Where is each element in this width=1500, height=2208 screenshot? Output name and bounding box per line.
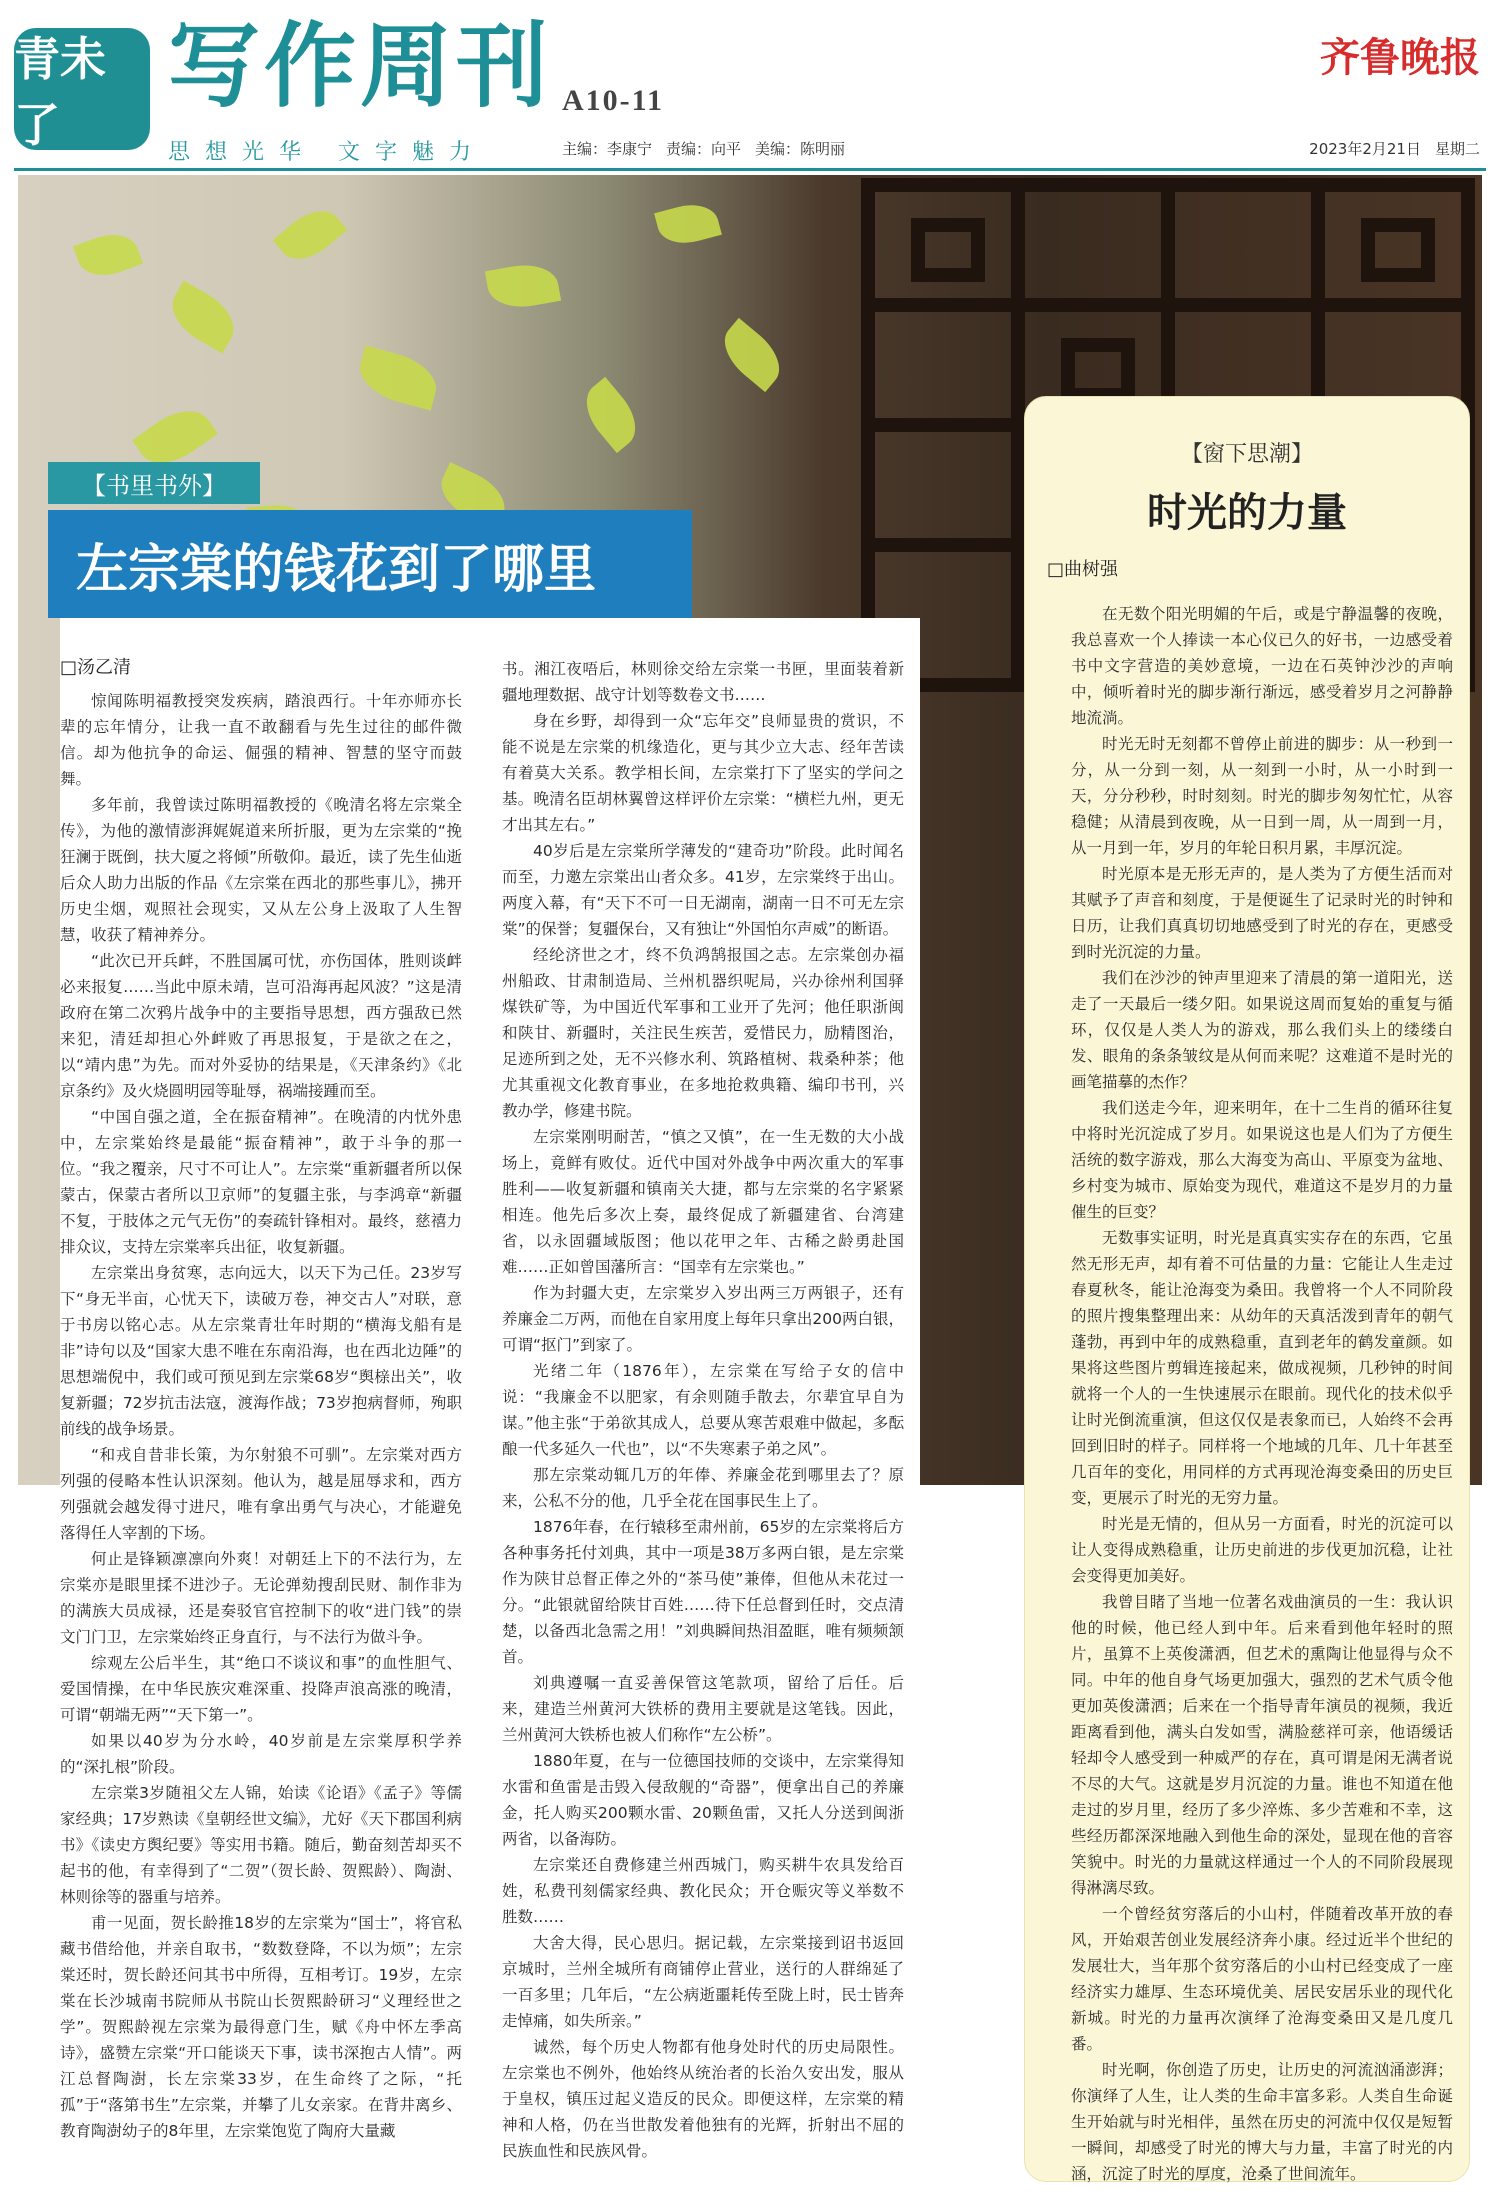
paragraph: 诚然，每个历史人物都有他身处时代的历史局限性。左宗棠也不例外，他始终从统治者的长治久安出发，服从于皇权，镇压过起义造反的民众。即便这样，左宗棠的精神和人格，仍在当世散发着他独有的光辉，折射出不屈的民族血性和民族风骨。 [502, 2038, 904, 2160]
right-article-panel [1024, 396, 1470, 2182]
paragraph: 如果以40岁为分水岭，40岁前是左宗棠厚积学养的“深扎根”阶段。 [60, 1732, 462, 1776]
art-editor: 美编：陈明丽 [755, 140, 846, 158]
left-article [60, 618, 920, 2208]
paragraph: 时光原本是无形无声的，是人类为了方便生活而对其赋予了声音和刻度，于是便诞生了记录时光的时钟和日历，让我们真真切切地感受到了时光的存在，更感受到时光沉淀的力量。 [1071, 865, 1453, 961]
paragraph: 刘典遵嘱一直妥善保管这笔款项，留给了后任。后来，建造兰州黄河大铁桥的费用主要就是这笔钱。因此，兰州黄河大铁桥也被人们称作“左公桥”。 [502, 1674, 904, 1744]
section-tag-chuangxiasichao: 【窗下思潮】 [1180, 442, 1313, 467]
paragraph: 时光无时无刻都不曾停止前进的脚步：从一秒到一分，从一分到一刻，从一刻到一小时，从一小时到一天，分分秒秒，时时刻刻。时光的脚步匆匆忙忙，从容稳健；从清晨到夜晚，从一日到一周，从一周到一月，从一月到一年，岁月的年轮日积月累，丰厚沉淀。 [1071, 735, 1453, 857]
left-article-author: □汤乙清 [60, 657, 132, 678]
paragraph: 作为封疆大吏，左宗棠岁入岁出两三万两银子，还有养廉金二万两，而他在自家用度上每年只拿出200两白银，可谓“抠门”到家了。 [502, 1284, 904, 1354]
paragraph: 身在乡野，却得到一众“忘年交”良师显贵的赏识，不能不说是左宗棠的机缘造化，更与其少立大志、经年苦读有着莫大关系。教学相长间，左宗棠打下了坚实的学问之基。晚清名臣胡林翼曾这样评价左宗棠：“横栏九州，更无才出其左右。” [502, 712, 904, 834]
paragraph: 经纶济世之才，终不负鸿鹄报国之志。左宗棠创办福州船政、甘肃制造局、兰州机器织呢局，兴办徐州利国驿煤铁矿等，为中国近代军事和工业开了先河；他任职浙闽和陕甘、新疆时，关注民生疾苦，爱惜民力，励精图治，足迹所到之处，无不兴修水利、筑路植树、栽桑种茶；他尤其重视文化教育事业，在多地抢救典籍、编印书刊，兴教办学，修建书院。 [502, 946, 904, 1120]
left-article-column-1 [60, 688, 462, 2208]
paragraph: 在无数个阳光明媚的午后，或是宁静温馨的夜晚，我总喜欢一个人捧读一本心仪已久的好书，一边感受着书中文字营造的美妙意境，一边在石英钟沙沙的声响中，倾听着时光的脚步渐行渐远，感受着岁月之河静静地流淌。 [1071, 605, 1453, 727]
left-article-headline: 左宗棠的钱花到了哪里 [48, 510, 692, 618]
paragraph: 一个曾经贫穷落后的小山村，伴随着改革开放的春风，开始艰苦创业发展经济奔小康。经过近半个世纪的发展壮大，当年那个贫穷落后的小山村已经变成了一座经济实力雄厚、生态环境优美、居民安居乐业的现代化新城。时光的力量再次演绎了沧海变桑田又是几度几番。 [1071, 1905, 1453, 2053]
section-tag-shulishuwai: 【书里书外】 [48, 462, 260, 504]
leaf-graphic [485, 259, 561, 313]
paragraph: 1876年春，在行辕移至肃州前，65岁的左宗棠将后方各种事务托付刘典，其中一项是38万多两白银，是左宗棠作为陕甘总督正俸之外的“茶马使”兼俸，但他从未花过一分。“此银就留给陕甘百姓……待下任总督到任时，交点清楚，以备西北急需之用！”刘典瞬间热泪盈眶，唯有频频颔首。 [502, 1518, 904, 1666]
paragraph: 我曾目睹了当地一位著名戏曲演员的一生：我认识他的时候，他已经人到中年。后来看到他年轻时的照片，虽算不上英俊潇洒，但艺术的熏陶让他显得与众不同。中年的他自身气场更加强大，强烈的艺术气质令他更加英俊潇洒；后来在一个指导青年演员的视频，我近距离看到他，满头白发如雪，满脸慈祥可亲，他语缓话轻却令人感受到一种威严的存在，真可谓是闲无满者说不尽的大气。这就是岁月沉淀的力量。谁也不知道在他走过的岁月里，经历了多少淬炼、多少苦难和不幸，这些经历都深深地融入到他生命的深处，显现在他的音容笑貌中。时光的力量就这样通过一个人的不同阶段展现得淋漓尽致。 [1071, 1593, 1453, 1897]
paragraph: 左宗棠还自费修建兰州西城门，购买耕牛农具发给百姓，私费刊刻儒家经典、教化民众；开仓赈灾等义举数不胜数…… [502, 1856, 904, 1926]
paragraph: 大舍大得，民心思归。据记载，左宗棠接到诏书返回京城时，兰州全城所有商铺停止营业，送行的人群绵延了一百多里；几年后，“左公病逝噩耗传至陇上时，民士皆奔走悼痛，如失所亲。” [502, 1934, 904, 2030]
paragraph: 1880年夏，在与一位德国技师的交谈中，左宗棠得知水雷和鱼雷是击毁入侵敌舰的“奇器”，便拿出自己的养廉金，托人购买200颗水雷、20颗鱼雷，又托人分送到闽浙两省，以备海防。 [502, 1752, 904, 1848]
paragraph: 惊闻陈明福教授突发疾病，踏浪西行。十年亦师亦长辈的忘年情分，让我一直不敢翻看与先生过往的邮件微信。却为他抗争的命运、倔强的精神、智慧的坚守而鼓舞。 [60, 692, 462, 788]
weekday: 星期二 [1434, 140, 1480, 158]
paragraph: 40岁后是左宗棠所学薄发的“建奇功”阶段。此时闻名而至，力邀左宗棠出山者众多。41岁，左宗棠终于出山。两度入幕，有“天下不可一日无湖南，湖南一日不可无左宗棠”的保誉；复疆保台，又有独让“外国怕尔声威”的断语。 [502, 842, 904, 938]
paragraph: “中国自强之道，全在振奋精神”。在晚清的内忧外患中，左宗棠始终是最能“振奋精神”，敢于斗争的那一位。“我之覆亲，尺寸不可让人”。左宗棠“重新疆者所以保蒙古，保蒙古者所以卫京师”的复疆主张，与李鸿章“新疆不复，于肢体之元气无伤”的奏疏针锋相对。最终，慈禧力排众议，支持左宗棠率兵出征，收复新疆。 [60, 1108, 462, 1256]
slogan: 思想光华 文字魅力 [168, 140, 486, 165]
leaf-graphic [654, 198, 722, 250]
logo-qingweiliao: 青未了 [14, 28, 150, 150]
right-article-body [1071, 601, 1453, 2183]
leaf-graphic [713, 318, 791, 392]
paragraph: 光绪二年（1876年），左宗棠在写给子女的信中说：“我廉金不以肥家，有余则随手散去，尔辈宜早自为谋。”他主张“于弟欲其成人，总要从寒苦艰难中做起，多酝酿一代多延久一代也”，以“不失寒素子弟之风”。 [502, 1362, 904, 1458]
paragraph: 何止是锋颖凛凛向外爽！对朝廷上下的不法行为，左宗棠亦是眼里揉不进沙子。无论弹劾搜刮民财、制作非为的满族大员成禄，还是奏驳官官控制下的收“进门钱”的崇文门门卫，左宗棠始终正身直行，与不法行为做斗争。 [60, 1550, 462, 1646]
page-title: 写作周刊 [168, 12, 553, 120]
paragraph: 左宗棠出身贫寒，志向远大，以天下为己任。23岁写下“身无半亩，心忧天下，读破万卷，神交古人”对联，意于书房以铭心志。从左宗棠青壮年时期的“横海戈船有是非”诗句以及“国家大患不唯在东南沿海，也在西北边陲”的思想端倪中，我们或可预见到左宗棠68岁“舆榇出关”，收复新疆；72岁抗击法寇，渡海作战；73岁抱病督师，殉职前线的战争场景。 [60, 1264, 462, 1438]
newspaper-brand: 齐鲁晚报 [1320, 34, 1480, 81]
paragraph: “此次已开兵衅，不胜国属可忧，亦伤国体，胜则谈衅必来报复……当此中原未靖，岂可沿海再起风波？”这是清政府在第二次鸦片战争中的主要指导思想，西方强敌已然来犯，清廷却担心外衅败了再思报复，于是欲之在之，以“靖内患”为先。而对外妥协的结果是，《天津条约》《北京条约》及火烧圆明园等耻辱，祸端接踵而至。 [60, 952, 462, 1100]
right-article-headline: 时光的力量 [1147, 489, 1347, 536]
dateline [1309, 138, 1480, 159]
paragraph: 我们送走今年，迎来明年，在十二生肖的循环往复中将时光沉淀成了岁月。如果说这也是人们为了方便生活统的数字游戏，那么大海变为高山、平原变为盆地、乡村变为城市、原始变为现代，难道这不是岁月的力量催生的巨变？ [1071, 1099, 1453, 1221]
page-number: A10-11 [562, 84, 664, 117]
paragraph: 无数事实证明，时光是真真实实存在的东西，它虽然无形无声，却有着不可估量的力量：它能让人生走过春夏秋冬，能让沧海变为桑田。我曾将一个人不同阶段的照片搜集整理出来：从幼年的天真活泼到青年的朝气蓬勃，再到中年的成熟稳重，直到老年的鹤发童颜。如果将这些图片剪辑连接起来，做成视频，几秒钟的时间就将一个人的一生快速展示在眼前。现代化的技术似乎让时光倒流重演，但这仅仅是表象而已，人始终不会再回到旧时的样子。同样将一个地域的几年、几十年甚至几百年的变化，用同样的方式再现沧海变桑田的历史巨变，更展示了时光的无穷力量。 [1071, 1229, 1453, 1507]
date: 2023年2月21日 [1309, 140, 1421, 158]
leaf-graphic [353, 345, 442, 410]
right-article-author: □曲树强 [1047, 559, 1119, 580]
left-article-column-2 [502, 656, 904, 2206]
paragraph: 那左宗棠动辄几万的年俸、养廉金花到哪里去了？原来，公私不分的他，几乎全花在国事民生上了。 [502, 1466, 904, 1510]
paragraph: 我们在沙沙的钟声里迎来了清晨的第一道阳光，送走了一天最后一缕夕阳。如果说这周而复始的重复与循环，仅仅是人类人为的游戏，那么我们头上的缕缕白发、眼角的条条皱纹是从何而来呢？这难道不是时光的画笔描摹的杰作？ [1071, 969, 1453, 1091]
paragraph: 时光是无情的，但从另一方面看，时光的沉淀可以让人变得成熟稳重，让历史前进的步伐更加沉稳，让社会变得更加美好。 [1071, 1515, 1453, 1585]
paragraph: 综观左公后半生，其“绝口不谈议和事”的血性胆气、爱国情操，在中华民族灾难深重、投降声浪高涨的晚清，可谓“朝端无两”“天下第一”。 [60, 1654, 462, 1724]
editor-credits [562, 138, 845, 159]
header-rule [14, 168, 1486, 171]
paragraph: “和戎自昔非长策，为尔射狼不可驯”。左宗棠对西方列强的侵略本性认识深刻。他认为，越是屈辱求和，西方列强就会越发得寸进尺，唯有拿出勇气与决心，才能避免落得任人宰割的下场。 [60, 1446, 462, 1542]
paragraph: 甫一见面，贺长龄推18岁的左宗棠为“国士”，将官私藏书借给他，并亲自取书，“数数登降，不以为烦”；左宗棠还时，贺长龄还问其书中所得，互相考订。19岁，左宗棠在长沙城南书院师从书院山长贺熙龄研习“义理经世之学”。贺熙龄视左宗棠为最得意门生，赋《舟中怀左季高诗》，盛赞左宗棠“开口能谈天下事，读书深抱古人情”。两江总督陶澍，长左宗棠33岁，在生命终了之际，“托孤”于“落第书生”左宗棠，并攀了儿女亲家。在背井离乡、教育陶澍幼子的8年里，左宗棠饱览了陶府大量藏 [60, 1914, 462, 2140]
paragraph: 左宗棠刚明耐苦，“慎之又慎”，在一生无数的大小战场上，竟鲜有败仗。近代中国对外战争中两次重大的军事胜利——收复新疆和镇南关大捷，都与左宗棠的名字紧紧相连。他先后多次上奏，最终促成了新疆建省、台湾建省，以永固疆域版图；他以花甲之年、古稀之龄勇赴国难……正如曾国藩所言：“国幸有左宗棠也。” [502, 1128, 904, 1276]
leaf-graphic [162, 280, 245, 353]
leaf-graphic [73, 226, 143, 284]
chief-editor: 主编：李康宁 [562, 140, 653, 158]
paragraph: 书。湘江夜唔后，林则徐交给左宗棠一书匣，里面装着新疆地理数据、战守计划等数卷文书…… [502, 660, 904, 704]
leaf-graphic [574, 377, 647, 453]
paragraph: 多年前，我曾读过陈明福教授的《晚清名将左宗棠全传》，为他的激情澎湃娓娓道来所折服，更为左宗棠的“挽狂澜于既倒，扶大厦之将倾”所敬仰。最近，读了先生仙逝后众人助力出版的作品《左宗棠在西北的那些事儿》，拂开历史尘烟，观照社会现实，又从左公身上汲取了人生智慧，收获了精神养分。 [60, 796, 462, 944]
paragraph: 时光啊，你创造了历史，让历史的河流汹涌澎湃；你演绎了人生，让人类的生命丰富多彩。人类自生命诞生开始就与时光相伴，虽然在历史的河流中仅仅是短暂一瞬间，却感受了时光的博大与力量，丰富了时光的内涵，沉淀了时光的厚度，沧桑了世间流年。 [1071, 2061, 1453, 2183]
leaf-graphic [273, 199, 348, 271]
duty-editor: 责编：向平 [666, 140, 742, 158]
paragraph: 左宗棠3岁随祖父左人锦，始读《论语》《孟子》等儒家经典；17岁熟读《皇朝经世文编》，尤好《天下郡国利病书》《读史方舆纪要》等实用书籍。随后，勤奋刻苦却买不起书的他，有幸得到了“二贺”（贺长龄、贺熙龄）、陶澍、林则徐等的器重与培养。 [60, 1784, 462, 1906]
